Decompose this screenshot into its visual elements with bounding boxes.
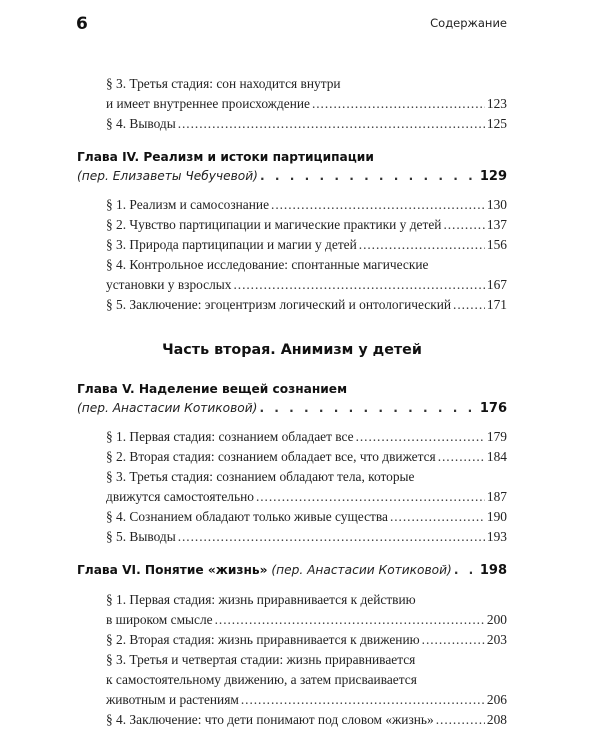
section-line: § 5. Заключение: эгоцентризм логический и онтологический: [106, 297, 452, 312]
leader-dots: [241, 690, 485, 710]
page-ref: 206: [486, 692, 507, 707]
toc-section[interactable]: [77, 447, 507, 467]
page-ref: 179: [486, 429, 507, 444]
section-line: движутся самостоятельно: [106, 489, 254, 504]
chapter-title: Глава VI. Понятие «жизнь»: [77, 563, 268, 577]
leader-dots: [178, 527, 485, 547]
section-line: установки у взрослых: [106, 277, 232, 292]
leader-dots: [454, 561, 478, 580]
section-line: § 2. Вторая стадия: сознанием обладает все, что движется: [106, 449, 436, 464]
page-ref: 200: [486, 612, 507, 627]
toc-section[interactable]: [77, 710, 507, 730]
section-line: § 4. Сознанием обладают только живые существа: [106, 509, 388, 524]
toc-section[interactable]: [77, 650, 507, 710]
chapter-translator: (пер. Елизаветы Чебучевой): [77, 169, 258, 183]
leader-dots: [312, 94, 485, 114]
section-line: § 5. Выводы: [106, 529, 176, 544]
page-ref: 123: [486, 96, 507, 111]
leader-dots: [271, 195, 485, 215]
leader-dots: [438, 447, 485, 467]
leader-dots: [256, 487, 485, 507]
toc-section[interactable]: [77, 114, 507, 134]
section-line: § 3. Третья стадия: сон находится внутри: [106, 76, 341, 91]
page-ref: 137: [486, 217, 507, 232]
page-ref: 156: [486, 237, 507, 252]
toc-section[interactable]: [77, 295, 507, 315]
page-ref: 130: [486, 197, 507, 212]
toc-chapter-5[interactable]: [77, 380, 507, 418]
page-ref: 129: [479, 169, 507, 184]
page-ref: 167: [486, 277, 507, 292]
section-line: животным и растениям: [106, 692, 239, 707]
leader-dots: [356, 427, 485, 447]
leader-dots: [234, 275, 485, 295]
toc-section[interactable]: [77, 195, 507, 215]
page-ref: 193: [486, 529, 507, 544]
page-ref: 176: [479, 401, 507, 416]
chapter-title: Глава V. Наделение вещей сознанием: [77, 382, 348, 396]
leader-dots: [443, 215, 484, 235]
part-title: Часть вторая. Анимизм у детей: [162, 342, 422, 358]
page-ref: 171: [486, 297, 507, 312]
table-of-contents: [77, 74, 507, 730]
running-head: Содержание: [430, 16, 507, 30]
section-line: в широком смысле: [106, 612, 213, 627]
toc-section[interactable]: [77, 467, 507, 507]
page-ref: 203: [486, 632, 507, 647]
toc-section[interactable]: [77, 215, 507, 235]
leader-dots: [390, 507, 485, 527]
chapter-translator: (пер. Анастасии Котиковой): [271, 563, 452, 577]
toc-chapter-4[interactable]: [77, 148, 507, 186]
section-line: § 3. Третья стадия: сознанием обладают тела, которые: [106, 469, 415, 484]
chapter-title: Глава IV. Реализм и истоки партиципации: [77, 150, 374, 164]
toc-section[interactable]: [77, 630, 507, 650]
toc-section[interactable]: [77, 427, 507, 447]
page-ref: 184: [486, 449, 507, 464]
section-line: § 4. Заключение: что дети понимают под словом «жизнь»: [106, 712, 434, 727]
section-line: § 4. Выводы: [106, 116, 176, 131]
toc-chapter-6[interactable]: [77, 561, 507, 580]
toc-section[interactable]: [77, 527, 507, 547]
section-line: § 4. Контрольное исследование: спонтанные магические: [106, 257, 429, 272]
toc-section[interactable]: [77, 74, 507, 114]
section-line: к самостоятельному движению, а затем присваивается: [106, 672, 417, 687]
page-ref: 187: [486, 489, 507, 504]
toc-section[interactable]: [77, 590, 507, 630]
page-ref: 198: [479, 563, 507, 578]
page-number: 6: [76, 14, 88, 34]
leader-dots: [260, 167, 478, 186]
section-line: § 1. Первая стадия: жизнь приравнивается к действию: [106, 592, 416, 607]
leader-dots: [178, 114, 485, 134]
leader-dots: [453, 295, 485, 315]
section-line: и имеет внутреннее происхождение: [106, 96, 310, 111]
chapter-translator: (пер. Анастасии Котиковой): [77, 401, 258, 415]
section-line: § 2. Чувство партиципации и магические практики у детей: [106, 217, 442, 232]
section-line: § 2. Вторая стадия: жизнь приравнивается к движению: [106, 632, 420, 647]
section-line: § 3. Третья и четвертая стадии: жизнь приравнивается: [106, 652, 416, 667]
section-line: § 3. Природа партиципации и магии у детей: [106, 237, 357, 252]
leader-dots: [359, 235, 485, 255]
section-line: § 1. Первая стадия: сознанием обладает все: [106, 429, 354, 444]
toc-section[interactable]: [77, 507, 507, 527]
toc-section[interactable]: [77, 235, 507, 255]
toc-section[interactable]: [77, 255, 507, 295]
leader-dots: [215, 610, 485, 630]
section-line: § 1. Реализм и самосознание: [106, 197, 270, 212]
leader-dots: [436, 710, 485, 730]
page-ref: 190: [486, 509, 507, 524]
page-ref: 208: [486, 712, 507, 727]
leader-dots: [422, 630, 485, 650]
page-ref: 125: [486, 116, 507, 131]
leader-dots: [259, 399, 477, 418]
